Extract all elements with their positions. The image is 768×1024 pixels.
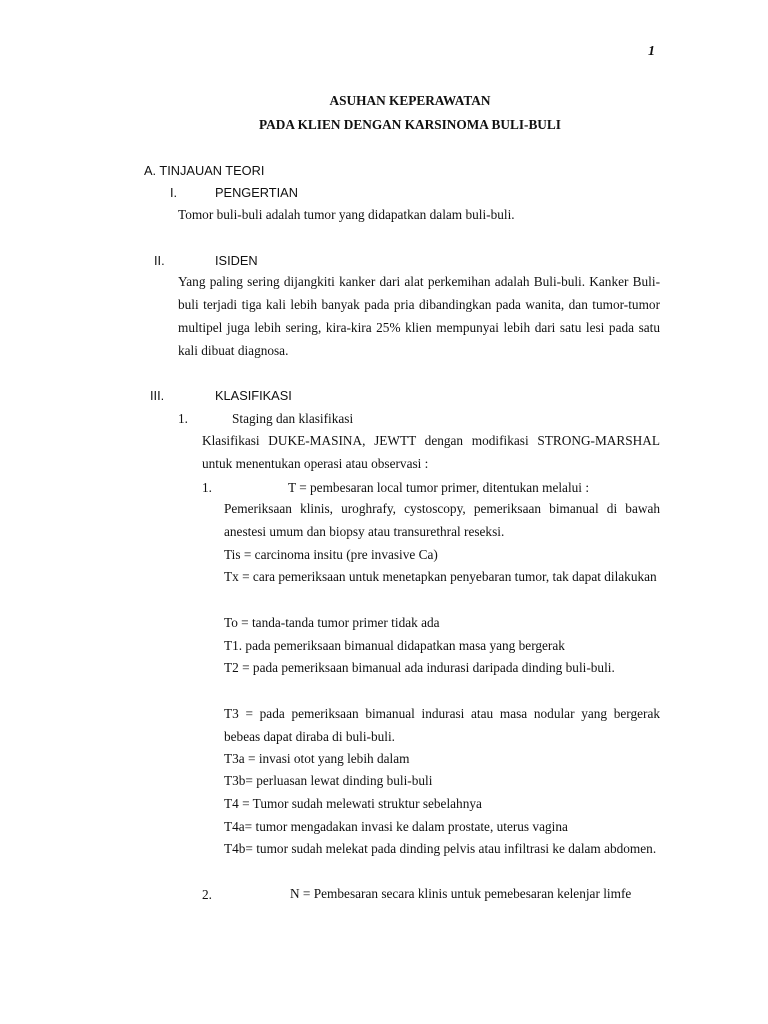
t-detail-3: To = tanda-tanda tumor primer tidak ada [224,615,440,630]
t-detail-7: T3a = invasi otot yang lebih dalam [224,751,410,766]
isiden-paragraph: Yang paling sering dijangkiti kanker dari alat perkemihan adalah Buli-buli. Kanker Buli-buli terjadi tiga kali lebih banyak pada pria dibandingkan pada wanita, dan tumor-tumor multipel juga lebih sering, kira-kira 25% klien mempunyai lebih dari satu lesi pada satu kali dibuat diagnosa. [178,274,660,358]
subsection-heading-staging: Staging dan klasifikasi [232,411,354,426]
t-detail-4: T1. pada pemeriksaan bimanual didapatkan masa yang bergerak [224,638,565,653]
t-detail-10: T4a= tumor mengadakan invasi ke dalam prostate, uterus vagina [224,819,568,834]
n-item-text: N = Pembesaran secara klinis untuk pemebesaran kelenjar limfe [290,886,632,901]
klasifikasi-intro: Klasifikasi DUKE-MASINA, JEWTT dengan modifikasi STRONG-MARSHAL untuk menentukan operasi atau observasi : [202,433,660,471]
t-item-number: 1. [202,480,212,495]
section-heading-klasifikasi: KLASIFIKASI [215,388,292,403]
t-item-heading: T = pembesaran local tumor primer, ditentukan melalui : [288,480,590,495]
t-detail-8: T3b= perluasan lewat dinding buli-buli [224,773,433,788]
section-heading-pengertian: PENGERTIAN [215,185,298,200]
section-number-1: I. [170,185,178,200]
section-heading-a: A. TINJAUAN TEORI [144,163,265,178]
document-title: ASUHAN KEPERAWATAN [329,93,491,108]
n-item-number: 2. [202,887,212,902]
t-detail-11: T4b= tumor sudah melekat pada dinding pelvis atau infiltrasi ke dalam abdomen. [224,841,657,856]
pengertian-text: Tomor buli-buli adalah tumor yang didapatkan dalam buli-buli. [178,207,515,222]
document-subtitle: PADA KLIEN DENGAN KARSINOMA BULI-BULI [259,117,561,132]
page-number: 1 [648,44,655,59]
section-heading-isiden: ISIDEN [215,253,258,268]
section-number-3: III. [150,388,165,403]
t-detail-6: T3 = pada pemeriksaan bimanual indurasi atau masa nodular yang bergerak bebeas dapat diraba di buli-buli. [224,706,660,744]
section-number-2: II. [154,253,165,268]
t-detail-9: T4 = Tumor sudah melewati struktur sebelahnya [224,796,482,811]
subsection-number-1: 1. [178,411,188,426]
t-detail-0: Pemeriksaan klinis, uroghrafy, cystoscopy, pemeriksaan bimanual di bawah anestesi umum dan biopsy atau transurethral reseksi. [224,501,660,539]
t-detail-5: T2 = pada pemeriksaan bimanual ada indurasi daripada dinding buli-buli. [224,660,615,675]
t-detail-1: Tis = carcinoma insitu (pre invasive Ca) [224,547,438,562]
t-detail-2: Tx = cara pemeriksaan untuk menetapkan penyebaran tumor, tak dapat dilakukan [224,569,657,584]
